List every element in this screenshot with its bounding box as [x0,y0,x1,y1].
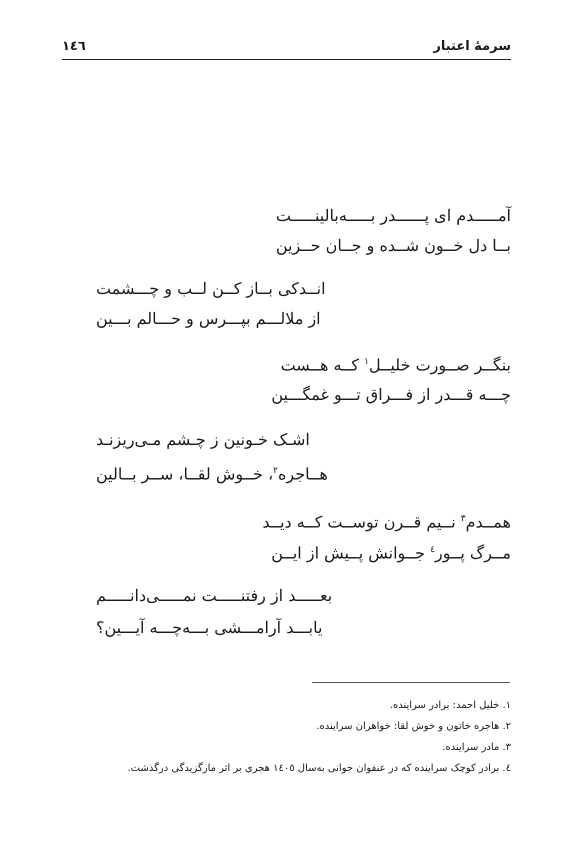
verse-line: یابـــد آرامـــشی بـــه‌چـــه آیـــین؟ [96,618,323,637]
running-header [62,37,511,60]
footnote-marker: ٤ [430,545,435,555]
verse-line [271,540,511,563]
verse-text: هــاجره [278,464,328,484]
verse-text: همــدم [465,512,511,532]
footnote-divider [312,682,510,683]
verse-line [262,509,511,532]
verse-line: بعـــــد از رفتنـــــت نمـــــی‌دانـــــم [96,586,333,605]
verse-text: ، خــوش لقــا، ســر بــالین [96,464,274,484]
verse-line: چـــه قـــدر از فـــراق تـــو غمگـــین [271,385,511,404]
footnote: ٣. مادر سراینده. [442,742,511,753]
footnote-marker: ٢ [273,466,278,476]
verse-text: نــیم قــرن توســت کــه دیــد [262,512,461,532]
book-title: سرمهٔ اعتبار [433,39,511,54]
verse-line [96,461,328,484]
footnote: ٤. برادر کوچک سراینده که در عنفوان جوانی به‌سال ١٤٠٥ هجری بر اثر مارگزیدگی درگذشت. [127,763,511,774]
verse-line: آمـــــدم ای پــــــدر بـــــه‌بالینـــــت [275,206,511,225]
verse-text: جــوانش پــیش از ایــن [271,543,431,563]
footnote-marker: ٣ [460,514,466,524]
verse-text: بنگــر صــورت خلیــل [368,355,511,375]
verse-line: از ملالـــم بپـــرس و حـــالم بـــین [96,309,321,328]
verse-line: اشـک خـونین ز چـشم مـی‌ریزنـد [96,430,310,449]
page-number: ١٤٦ [62,39,86,54]
footnote: ١. خلیل احمد: برادر سراینده. [389,700,511,711]
verse-line: بــا دل خــون شــده و جــان حــزین [275,236,511,255]
verse-line [281,352,511,375]
verse-text: کــه هــست [280,355,365,375]
footnote: ٢. هاجره خاتون و خوش لقا: خواهران سراینده. [316,721,511,732]
verse-line: انــدکی بــاز کــن لــب و چـــشمت [96,279,326,298]
verse-text: مــرگ پــور [435,543,511,563]
footnote-marker: ١ [364,357,369,367]
